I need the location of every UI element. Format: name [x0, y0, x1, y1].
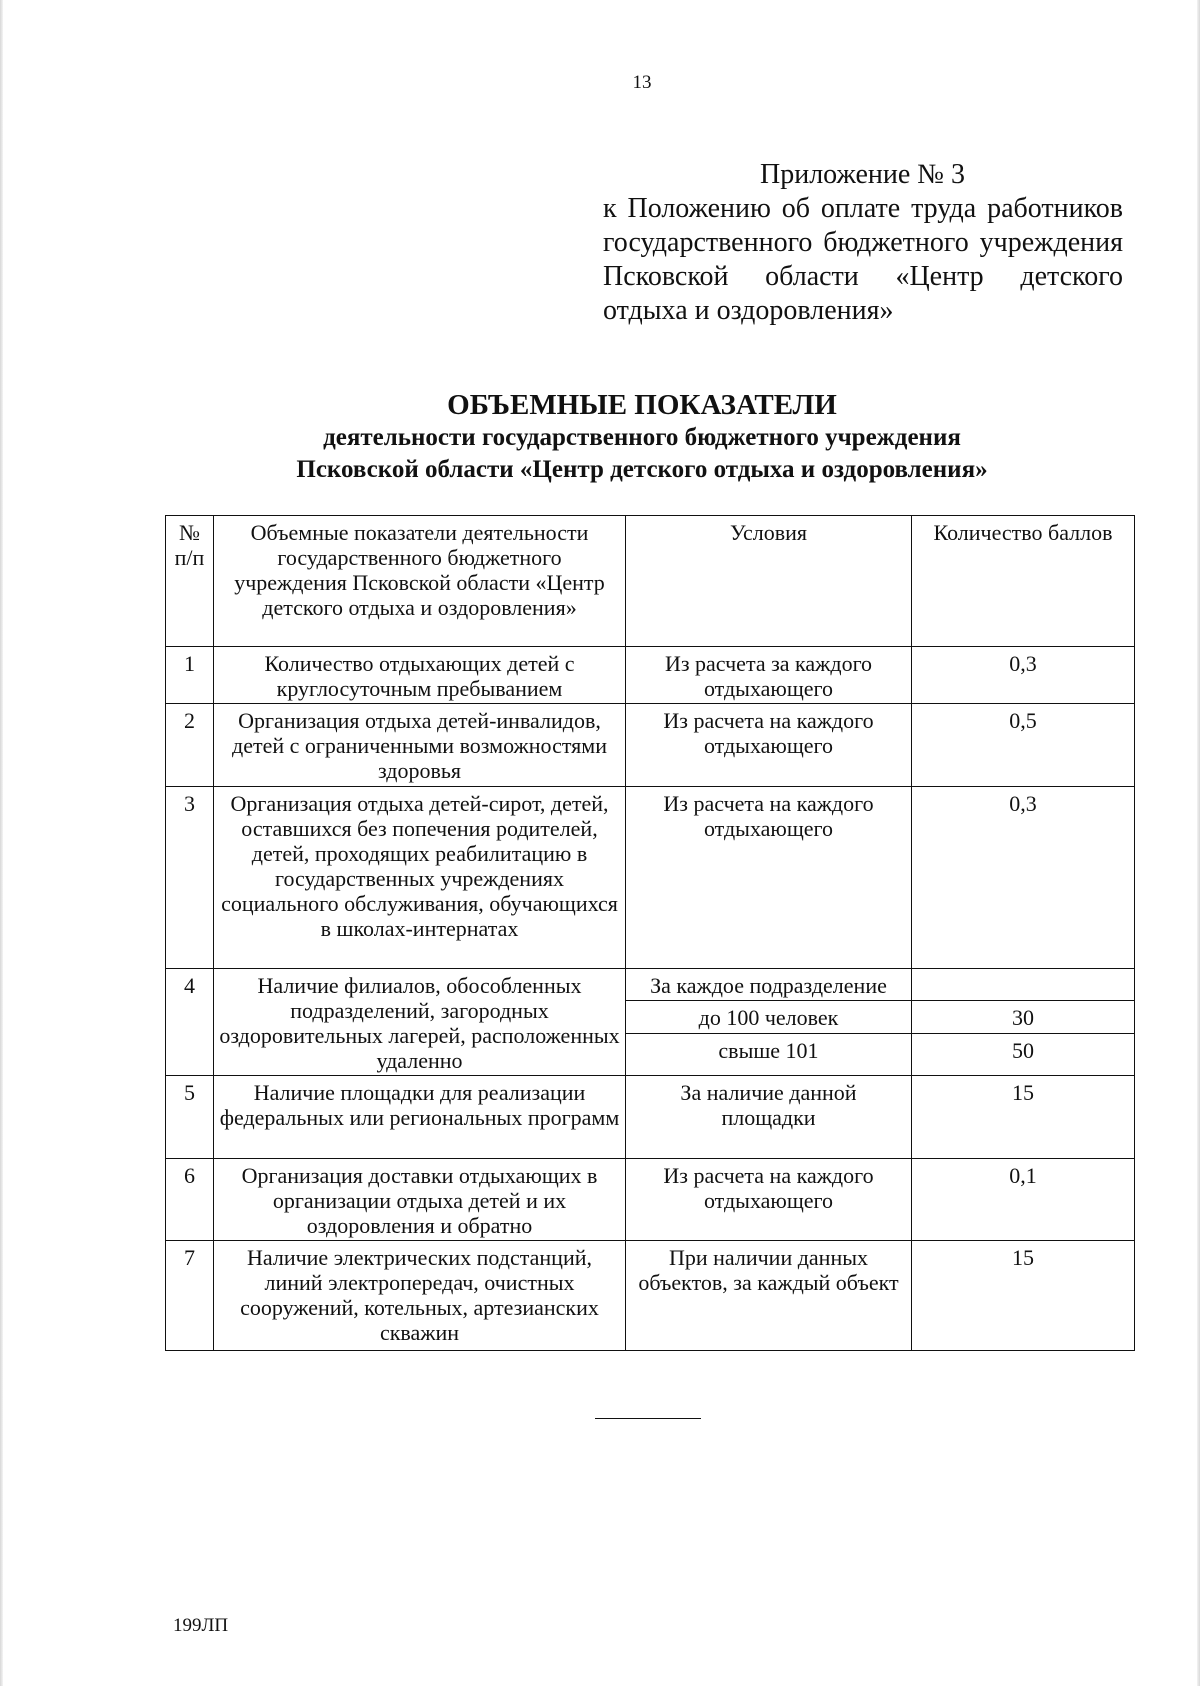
row-points: 0,3	[912, 647, 1135, 704]
row-points: 0,3	[912, 787, 1135, 969]
row-points: 0,1	[912, 1159, 1135, 1241]
row-indicator: Наличие филиалов, обособленных подразделений, загородных оздоровительных лагерей, расположенных удаленно	[214, 969, 626, 1076]
row-indicator: Количество отдыхающих детей с круглосуточным пребыванием	[214, 647, 626, 704]
row-num: 4	[166, 969, 214, 1076]
appendix-line: государственного бюджетного учреждения	[603, 227, 1123, 258]
row-conditions: За каждое подразделение	[626, 969, 912, 1001]
row-points: 15	[912, 1076, 1135, 1159]
table-row	[166, 1159, 1135, 1241]
header-points: Количество баллов	[912, 516, 1135, 647]
heading-subtitle: Псковской области «Центр детского отдыха и оздоровления»	[296, 456, 988, 483]
row-conditions: Из расчета на каждого отдыхающего	[626, 787, 912, 969]
page-number: 13	[632, 72, 652, 93]
row-conditions: Из расчета на каждого отдыхающего	[626, 704, 912, 787]
appendix-line: отдыха и оздоровления»	[603, 295, 894, 326]
appendix-block	[603, 158, 1123, 328]
row-points	[912, 969, 1135, 1001]
row-conditions: При наличии данных объектов, за каждый объект	[626, 1241, 912, 1351]
table-row	[166, 1241, 1135, 1351]
row-num: 7	[166, 1241, 214, 1351]
scan-edge-left	[0, 0, 3, 1686]
row-num: 2	[166, 704, 214, 787]
table-row	[166, 1076, 1135, 1159]
row-points: 0,5	[912, 704, 1135, 787]
table-row	[166, 787, 1135, 969]
row-num: 6	[166, 1159, 214, 1241]
row-indicator: Наличие площадки для реализации федеральных или региональных программ	[214, 1076, 626, 1159]
row-points: 50	[912, 1033, 1135, 1075]
appendix-line: Псковской области «Центр детского	[603, 261, 1123, 292]
row-points: 15	[912, 1241, 1135, 1351]
appendix-line: к Положению об оплате труда работников	[603, 193, 1123, 224]
row-indicator: Наличие электрических подстанций, линий электропередач, очистных сооружений, котельных, артезианских скважин	[214, 1241, 626, 1351]
table-row	[166, 704, 1135, 787]
row-num: 5	[166, 1076, 214, 1159]
row-conditions: За наличие данной площадки	[626, 1076, 912, 1159]
end-divider	[595, 1418, 701, 1419]
row-points: 30	[912, 1001, 1135, 1033]
table-row	[166, 969, 1135, 1001]
heading-title: ОБЪЕМНЫЕ ПОКАЗАТЕЛИ	[447, 389, 837, 421]
row-indicator: Организация отдыха детей-инвалидов, детей с ограниченными возможностями здоровья	[214, 704, 626, 787]
document-code: 199ЛП	[173, 1615, 229, 1636]
row-indicator: Организация отдыха детей-сирот, детей, оставшихся без попечения родителей, детей, проходящих реабилитацию в государственных учреждениях социального обслуживания, обучающихся в школах-интернатах	[214, 787, 626, 969]
table-row	[166, 647, 1135, 704]
row-num: 3	[166, 787, 214, 969]
row-conditions: до 100 человек	[626, 1001, 912, 1033]
appendix-title: Приложение № 3	[760, 159, 965, 190]
header-conditions: Условия	[626, 516, 912, 647]
row-indicator: Организация доставки отдыхающих в организации отдыха детей и их оздоровления и обратно	[214, 1159, 626, 1241]
header-num: № п/п	[166, 516, 214, 647]
heading-subtitle: деятельности государственного бюджетного учреждения	[323, 424, 961, 451]
row-conditions: Из расчета за каждого отдыхающего	[626, 647, 912, 704]
row-conditions: свыше 101	[626, 1033, 912, 1075]
row-conditions: Из расчета на каждого отдыхающего	[626, 1159, 912, 1241]
document-heading	[0, 388, 1200, 486]
header-indicator: Объемные показатели деятельности государственного бюджетного учреждения Псковской области «Центр детского отдыха и оздоровления»	[214, 516, 626, 647]
indicators-table	[165, 515, 1135, 1351]
row-num: 1	[166, 647, 214, 704]
table-header-row	[166, 516, 1135, 647]
